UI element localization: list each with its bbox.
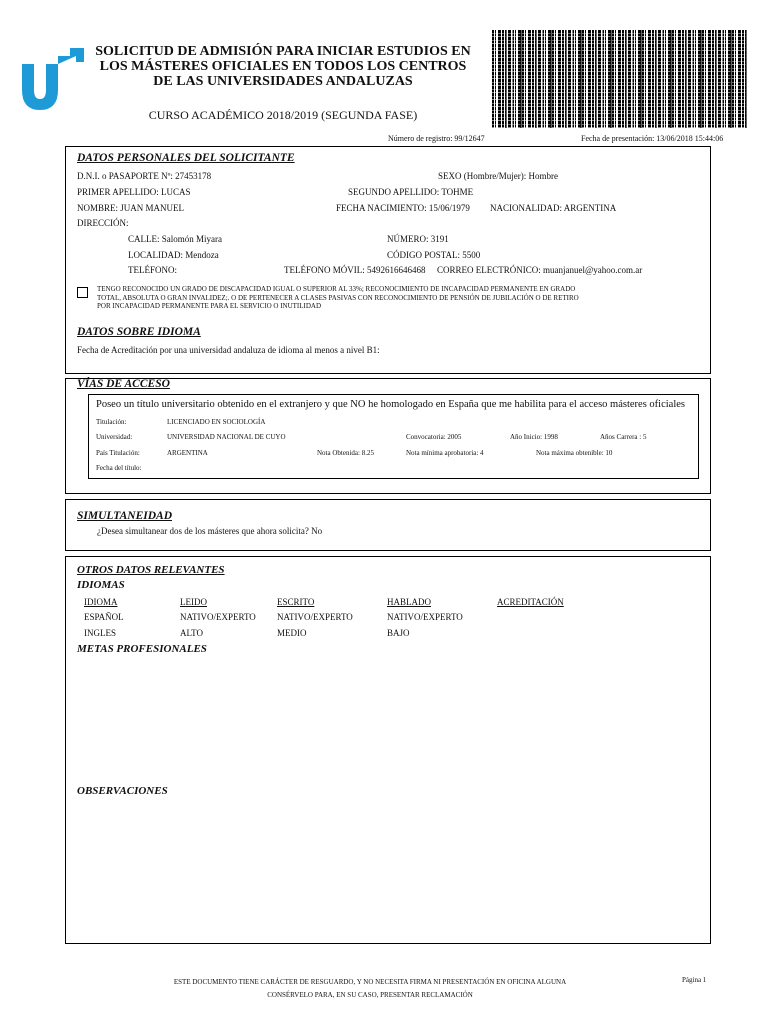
language-row-english-speak: BAJO <box>387 628 410 638</box>
email-field: CORREO ELECTRÓNICO: muanjanuel@yahoo.com.ar <box>437 265 643 275</box>
convocatoria-field: Convocatoria: 2005 <box>406 433 462 441</box>
first-surname-field: PRIMER APELLIDO: LUCAS <box>77 187 191 197</box>
nationality-field: NACIONALIDAD: ARGENTINA <box>490 203 617 213</box>
language-accreditation-text: Fecha de Acreditación por una universidad andaluza de idioma al menos a nivel B1: <box>77 345 380 355</box>
col-header-leido: LEIDO <box>180 597 207 607</box>
barcode-image <box>492 30 748 128</box>
access-heading: Poseo un título universitario obtenido en el extranjero y que NO he homologado en España que me habilita para el acceso másteres oficiales <box>96 399 685 410</box>
title-line-1: SOLICITUD DE ADMISIÓN PARA INICIAR ESTUDIOS EN <box>95 44 471 59</box>
footer-line-1: ESTE DOCUMENTO TIENE CARÁCTER DE RESGUARDO, Y NO NECESITA FIRMA NI PRESENTACIÓN EN OFICINA ALGUNA <box>173 978 567 986</box>
disability-checkbox[interactable] <box>77 287 88 298</box>
language-row-spanish-read: NATIVO/EXPERTO <box>180 612 256 622</box>
sex-field: SEXO (Hombre/Mujer): Hombre <box>438 171 558 181</box>
col-header-escrito: ESCRITO <box>277 597 315 607</box>
max-grade-field: Nota máxima obtenible: 10 <box>536 449 613 457</box>
language-row-spanish-write: NATIVO/EXPERTO <box>277 612 353 622</box>
name-field: NOMBRE: JUAN MANUEL <box>77 203 185 213</box>
locality-field: LOCALIDAD: Mendoza <box>128 250 219 260</box>
dni-field: D.N.I. o PASAPORTE Nº: 27453178 <box>77 171 212 181</box>
min-grade-field: Nota mínima aprobatoria: 4 <box>406 449 484 457</box>
mobile-field: TELÉFONO MÓVIL: 5492616646468 <box>284 265 426 275</box>
degree-date-field: Fecha del título: <box>96 464 142 472</box>
language-row-spanish-speak: NATIVO/EXPERTO <box>387 612 463 622</box>
col-header-hablado: HABLADO <box>387 597 431 607</box>
street-field: CALLE: Salomón Miyara <box>128 234 222 244</box>
disability-line-3: POR INCAPACIDAD PERMANENTE PARA EL SERVICIO O INUTILIDAD <box>97 302 322 310</box>
phone-field: TELÉFONO: <box>128 265 177 275</box>
registration-number: Número de registro: 99/12647 <box>388 134 485 143</box>
start-year-field: Año Inicio: 1998 <box>510 433 558 441</box>
professional-goals-title: METAS PROFESIONALES <box>77 643 207 655</box>
postal-code-field: CÓDIGO POSTAL: 5500 <box>387 250 481 260</box>
page-number: Página 1 <box>682 976 707 984</box>
simultaneity-text: ¿Desea simultanear dos de los másteres que ahora solicita? No <box>97 526 323 536</box>
simultaneity-section <box>65 499 711 551</box>
languages-title: IDIOMAS <box>77 579 125 591</box>
address-label: DIRECCIÓN: <box>77 218 129 228</box>
degree-label: Titulación: <box>96 418 127 426</box>
personal-data-title: DATOS PERSONALES DEL SOLICITANTE <box>77 152 295 164</box>
language-data-title: DATOS SOBRE IDIOMA <box>77 326 201 338</box>
country-value: ARGENTINA <box>167 449 208 457</box>
access-title: VÍAS DE ACCESO <box>77 378 170 390</box>
col-header-acreditacion: ACREDITACIÓN <box>497 597 564 607</box>
observations-title: OBSERVACIONES <box>77 785 168 797</box>
degree-value: LICENCIADO EN SOCIOLOGÍA <box>167 418 266 426</box>
form-title <box>88 44 478 89</box>
col-header-idioma: IDIOMA <box>84 597 118 607</box>
birthdate-field: FECHA NACIMIENTO: 15/06/1979 <box>336 203 470 213</box>
career-years-field: Años Carrera : 5 <box>600 433 647 441</box>
academic-year: CURSO ACADÉMICO 2018/2019 (SEGUNDA FASE) <box>148 108 418 122</box>
title-line-3: DE LAS UNIVERSIDADES ANDALUZAS <box>153 74 413 89</box>
number-field: NÚMERO: 3191 <box>387 234 449 244</box>
language-row-spanish-lang: ESPAÑOL <box>84 612 124 622</box>
other-data-title: OTROS DATOS RELEVANTES <box>77 564 225 576</box>
disability-text <box>97 285 579 311</box>
disability-line-2: TOTAL, ABSOLUTA O GRAN INVALIDEZ;. O DE PERTENECER A CLASES PASIVAS CON RECONOCIMIENTO DE PENSIÓN DE JUBILACIÓN O DE RETIRO <box>97 293 579 302</box>
grade-field: Nota Obtenida: 8.25 <box>317 449 374 457</box>
submission-date: Fecha de presentación: 13/06/2018 15:44:06 <box>581 134 724 143</box>
simultaneity-title: SIMULTANEIDAD <box>77 510 173 522</box>
footer-notice <box>100 976 640 1002</box>
title-line-2: LOS MÁSTERES OFICIALES EN TODOS LOS CENTROS <box>99 59 467 74</box>
university-logo <box>18 46 88 116</box>
language-row-english-read: ALTO <box>180 628 204 638</box>
language-row-english-lang: INGLES <box>84 628 116 638</box>
footer-line-2: CONSÉRVELO PARA, EN SU CASO, PRESENTAR RECLAMACIÓN <box>267 991 473 999</box>
university-label: Universidad: <box>96 433 133 441</box>
country-label: País Titulación: <box>96 449 140 457</box>
second-surname-field: SEGUNDO APELLIDO: TOHME <box>348 187 474 197</box>
language-row-english-write: MEDIO <box>277 628 307 638</box>
disability-line-1: TENGO RECONOCIDO UN GRADO DE DISCAPACIDAD IGUAL O SUPERIOR AL 33%; RECONOCIMIENTO DE INCAPACIDAD PERMANENTE EN GRADO <box>97 285 576 293</box>
university-value: UNIVERSIDAD NACIONAL DE CUYO <box>167 433 286 441</box>
